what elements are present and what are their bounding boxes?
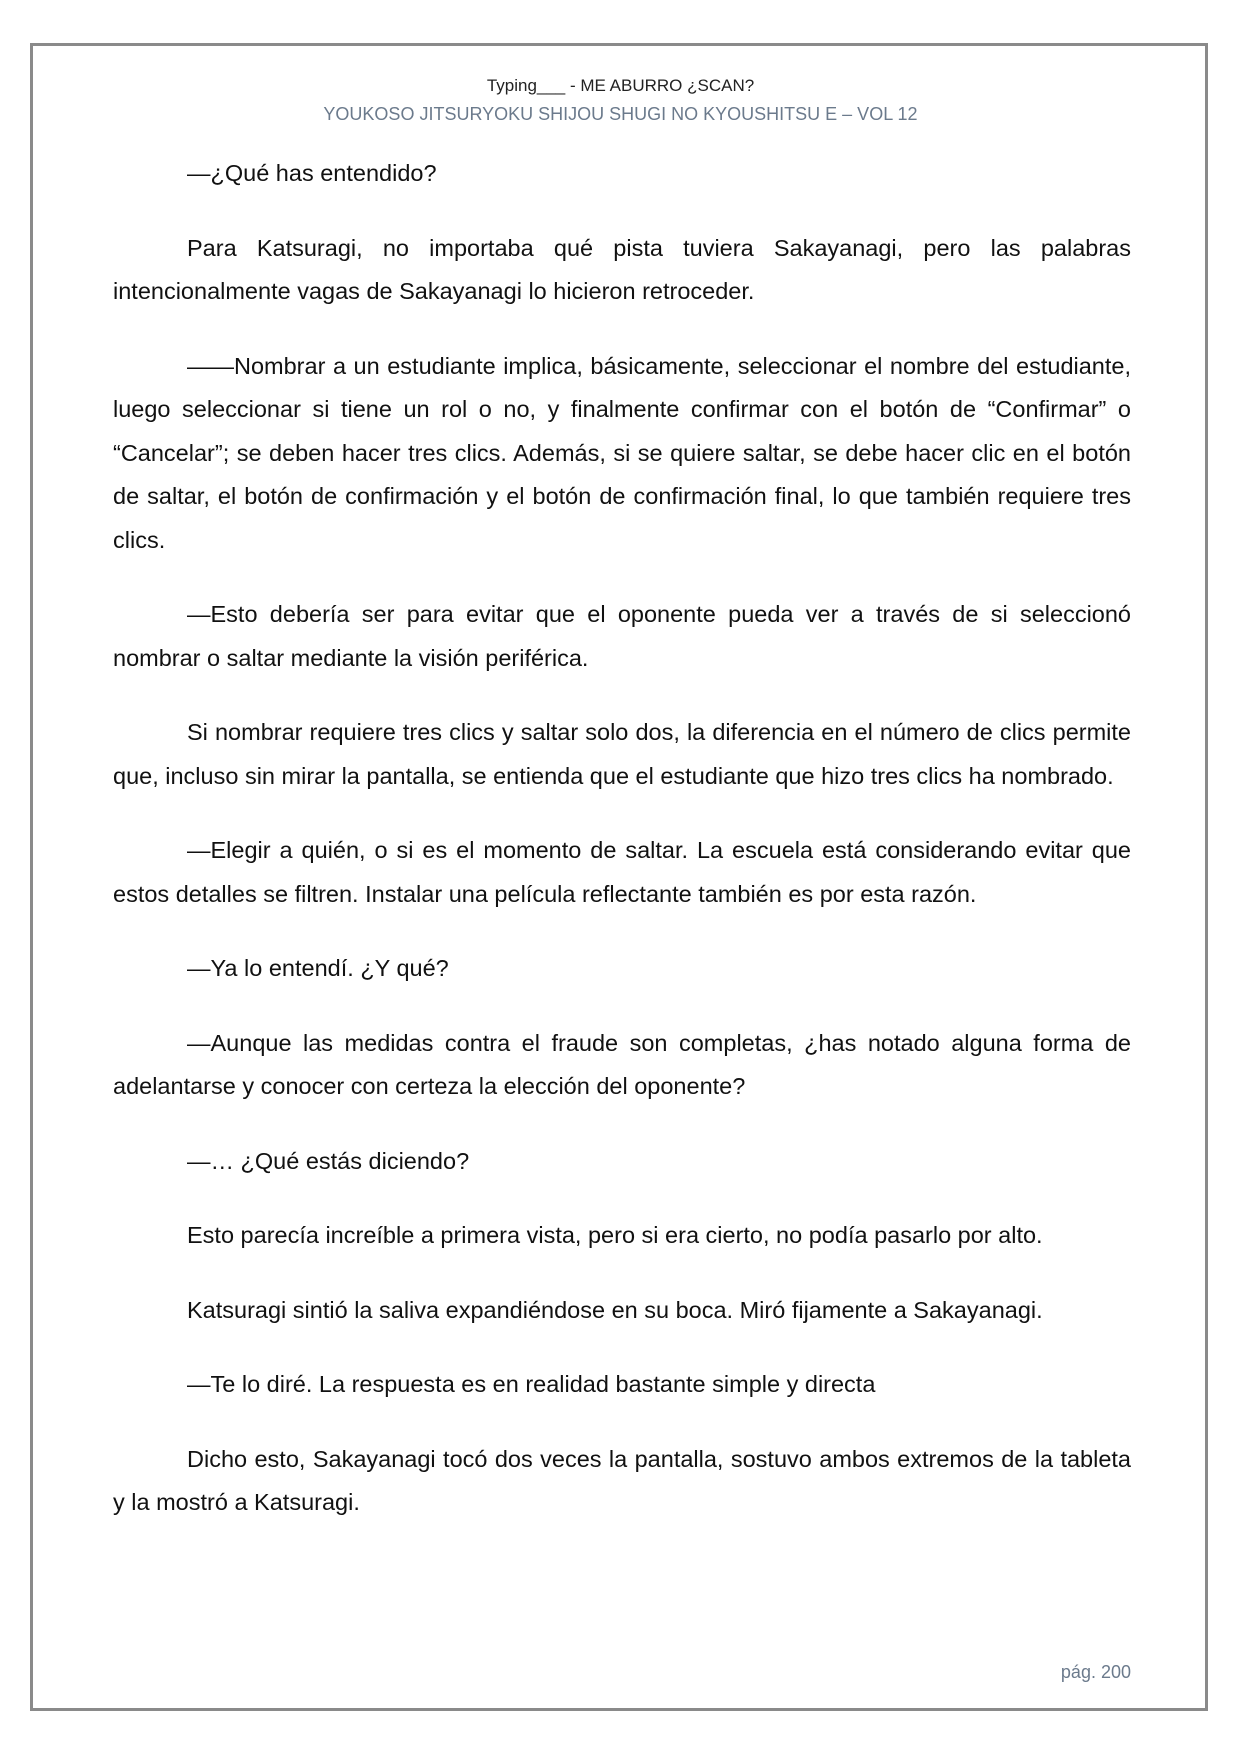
- page-body: [113, 152, 1131, 1525]
- paragraph: —Ya lo entendí. ¿Y qué?: [187, 955, 449, 981]
- paragraph: Si nombrar requiere tres clics y saltar solo dos, la diferencia en el número de clics permite que, incluso sin mirar la pantalla, se entienda que el estudiante que hizo tres clics ha nombrado.: [113, 719, 1131, 789]
- paragraph: Dicho esto, Sakayanagi tocó dos veces la pantalla, sostuvo ambos extremos de la tableta y la mostró a Katsuragi.: [113, 1445, 1131, 1515]
- paragraph: Katsuragi sintió la saliva expandiéndose en su boca. Miró fijamente a Sakayanagi.: [187, 1296, 1043, 1323]
- paragraph: Esto parecía increíble a primera vista, pero si era cierto, no podía pasarlo por alto.: [187, 1222, 1043, 1248]
- header-scanlation-credit: Typing___ - ME ABURRO ¿SCAN?: [486, 76, 755, 95]
- paragraph: —Te lo diré. La respuesta es en realidad bastante simple y directa: [187, 1371, 876, 1397]
- paragraph: —Elegir a quién, o si es el momento de saltar. La escuela está considerando evitar que estos detalles se filtren. Instalar una película reflectante también es por esta razón.: [113, 837, 1131, 907]
- paragraph: —¿Qué has entendido?: [187, 160, 437, 186]
- paragraph: Para Katsuragi, no importaba qué pista tuviera Sakayanagi, pero las palabras intencionalmente vagas de Sakayanagi lo hicieron retroceder.: [113, 234, 1131, 304]
- paragraph: —Aunque las medidas contra el fraude son completas, ¿has notado alguna forma de adelantarse y conocer con certeza la elección del oponente?: [113, 1029, 1131, 1099]
- paragraph: ——Nombrar a un estudiante implica, básicamente, seleccionar el nombre del estudiante, luego seleccionar si tiene un rol o no, y finalmente confirmar con el botón de “Confirmar” o “Cancelar”; se deben hacer tres clics. Además, si se quiere saltar, se debe hacer clic en el botón de saltar, el botón de confirmación y el botón de confirmación final, lo que también requiere tres clics.: [113, 352, 1131, 553]
- paragraph: —Esto debería ser para evitar que el oponente pueda ver a través de si seleccionó nombrar o saltar mediante la visión periférica.: [113, 601, 1131, 671]
- page-number: pág. 200: [1060, 1662, 1131, 1682]
- paragraph: —… ¿Qué estás diciendo?: [187, 1147, 470, 1174]
- header-book-title: YOUKOSO JITSURYOKU SHIJOU SHUGI NO KYOUSHITSU E – VOL 12: [323, 104, 918, 124]
